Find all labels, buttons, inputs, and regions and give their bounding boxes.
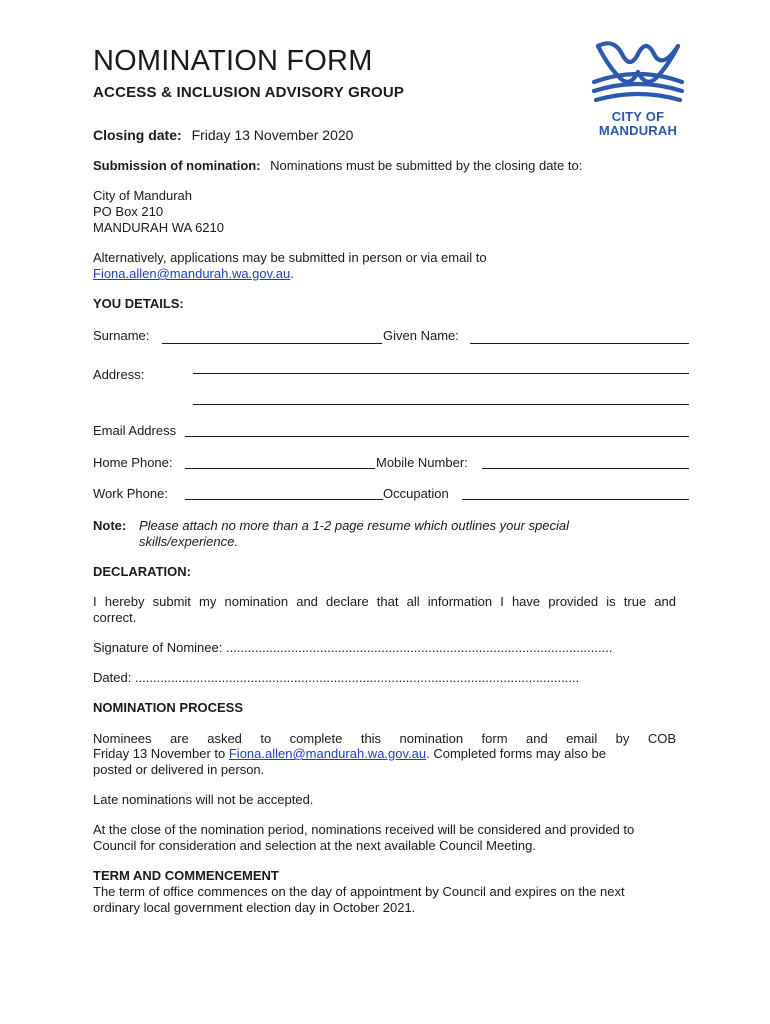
dated-field[interactable]: Dated: ........................................................................................................................... bbox=[93, 670, 580, 685]
address-label: Address: bbox=[93, 367, 145, 382]
term-heading: TERM AND COMMENCEMENT bbox=[93, 868, 279, 883]
process-heading: NOMINATION PROCESS bbox=[93, 700, 243, 715]
process-line2-prefix: Friday 13 November to bbox=[93, 746, 226, 761]
waves-logo-icon bbox=[590, 36, 686, 106]
process-email-link[interactable]: Fiona.allen@mandurah.wa.gov.au bbox=[228, 746, 427, 761]
given-name-field[interactable] bbox=[470, 343, 689, 344]
email-field[interactable] bbox=[185, 436, 689, 437]
mobile-label: Mobile Number: bbox=[376, 455, 468, 470]
declaration-line1: I hereby submit my nomination and declare that all information I have provided is true and bbox=[93, 594, 676, 609]
details-heading: YOU DETAILS: bbox=[93, 296, 184, 311]
address-line1: City of Mandurah bbox=[93, 188, 192, 203]
home-phone-field[interactable] bbox=[185, 468, 375, 469]
address-field-line1[interactable] bbox=[193, 373, 689, 374]
closing-date-label: Closing date: bbox=[93, 127, 182, 143]
work-phone-label: Work Phone: bbox=[93, 486, 168, 501]
term-line2: ordinary local government election day in October 2021. bbox=[93, 900, 416, 915]
alternative-suffix: . bbox=[290, 266, 294, 281]
alternative-text: Alternatively, applications may be submitted in person or via email to bbox=[93, 250, 487, 265]
page-title: NOMINATION FORM bbox=[93, 45, 373, 77]
submission-text: Nominations must be submitted by the closing date to: bbox=[270, 158, 583, 173]
closing-date-value: Friday 13 November 2020 bbox=[191, 127, 354, 143]
mobile-field[interactable] bbox=[482, 468, 689, 469]
surname-label: Surname: bbox=[93, 328, 150, 343]
signature-field[interactable]: Signature of Nominee: ........................................................................................................... bbox=[93, 640, 613, 655]
email-label: Email Address bbox=[93, 423, 177, 438]
alternative-email-line bbox=[93, 266, 294, 282]
logo-text-line1: CITY OF bbox=[611, 109, 665, 124]
page-subtitle: ACCESS & INCLUSION ADVISORY GROUP bbox=[93, 84, 405, 101]
declaration-heading: DECLARATION: bbox=[93, 564, 191, 579]
note-line2: skills/experience. bbox=[139, 534, 238, 549]
submission-label: Submission of nomination: bbox=[93, 158, 261, 173]
submission-line bbox=[93, 158, 582, 174]
close-line1: At the close of the nomination period, nominations received will be considered and provided to bbox=[93, 822, 635, 837]
address-line2: PO Box 210 bbox=[93, 204, 164, 219]
given-name-label: Given Name: bbox=[383, 328, 459, 343]
process-line1: Nominees are asked to complete this nomination form and email by COB bbox=[93, 731, 676, 746]
occupation-label: Occupation bbox=[383, 486, 449, 501]
address-field-line2[interactable] bbox=[193, 404, 689, 405]
note-line1: Please attach no more than a 1-2 page resume which outlines your special bbox=[139, 518, 569, 533]
city-of-mandurah-logo bbox=[590, 36, 686, 140]
logo-text-line2: MANDURAH bbox=[598, 123, 678, 138]
late-nominations: Late nominations will not be accepted. bbox=[93, 792, 314, 807]
note-label: Note: bbox=[93, 518, 127, 533]
process-line3: posted or delivered in person. bbox=[93, 762, 265, 777]
close-line2: Council for consideration and selection at the next available Council Meeting. bbox=[93, 838, 536, 853]
term-line1: The term of office commences on the day of appointment by Council and expires on the next bbox=[93, 884, 625, 899]
address-line3: MANDURAH WA 6210 bbox=[93, 220, 224, 235]
occupation-field[interactable] bbox=[462, 499, 689, 500]
home-phone-label: Home Phone: bbox=[93, 455, 173, 470]
declaration-line2: correct. bbox=[93, 610, 137, 625]
closing-date bbox=[93, 127, 353, 144]
email-link[interactable]: Fiona.allen@mandurah.wa.gov.au bbox=[93, 266, 291, 281]
surname-field[interactable] bbox=[162, 343, 382, 344]
process-line2 bbox=[93, 746, 683, 762]
process-line2-suffix: . Completed forms may also be bbox=[426, 746, 607, 761]
work-phone-field[interactable] bbox=[185, 499, 383, 500]
